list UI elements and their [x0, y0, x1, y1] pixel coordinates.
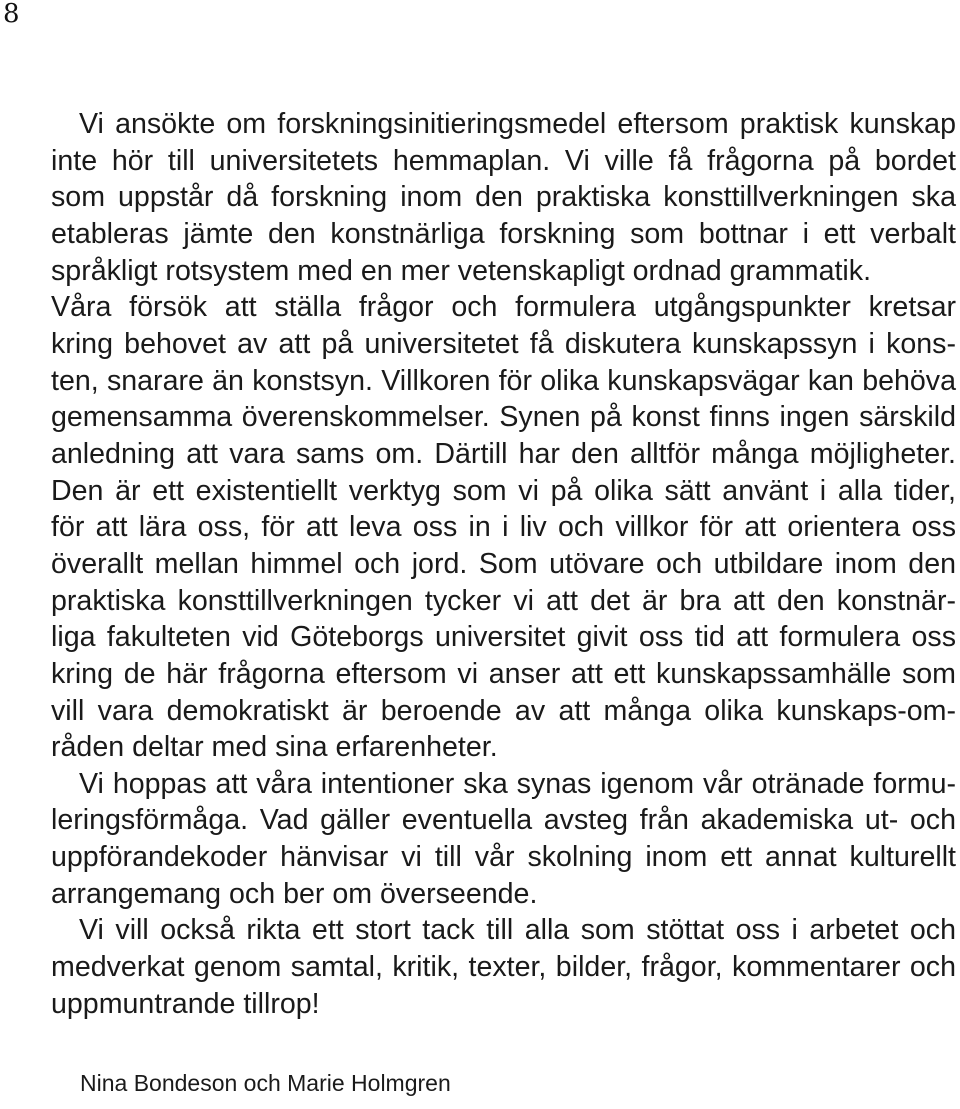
body-text — [51, 106, 956, 1022]
paragraph-1-line: praktiska konsttillverkningen tycker vi att det är bra att den konstnär- — [51, 584, 956, 617]
paragraph-2-line: arrangemang och ber om överseende. — [51, 877, 538, 910]
paragraph-1-line: Den är ett existentiellt verktyg som vi på olika sätt använt i alla tider, — [51, 474, 956, 507]
paragraph-1-line: ten, snarare än konstsyn. Villkoren för olika kunskapsvägar kan behöva — [51, 364, 956, 397]
paragraph-1-line: liga fakulteten vid Göteborgs universitet givit oss tid att formulera oss — [51, 621, 956, 654]
paragraph-1-line: råden deltar med sina erfarenheter. — [51, 731, 498, 764]
page-number: 8 — [3, 0, 20, 29]
paragraph-1-line: Våra försök att ställa frågor och formulera utgångspunkter kretsar — [51, 291, 956, 324]
paragraph-1-line: anledning att vara sams om. Därtill har den alltför många möjligheter. — [51, 437, 956, 470]
paragraph-1-line: Vi ansökte om forskningsinitieringsmedel eftersom praktisk kunskap — [79, 108, 956, 140]
paragraph-1-line: som uppstår då forskning inom den praktiska konsttillverkningen ska — [51, 181, 956, 214]
paragraph-1-line: etableras jämte den konstnärliga forskning som bottnar i ett verbalt — [51, 217, 956, 250]
paragraph-1-line: gemensamma överenskommelser. Synen på konst finns ingen särskild — [51, 401, 956, 434]
signature: Nina Bondeson och Marie Holmgren — [80, 1070, 451, 1096]
paragraph-3-line: Vi vill också rikta ett stort tack till alla som stöttat oss i arbetet och — [79, 914, 956, 947]
paragraph-2-line: Vi hoppas att våra intentioner ska synas igenom vår otränade formu- — [79, 767, 956, 800]
paragraph-1-line: överallt mellan himmel och jord. Som utövare och utbildare inom den — [51, 547, 956, 580]
paragraph-2-line: leringsförmåga. Vad gäller eventuella avsteg från akademiska ut- och — [51, 804, 956, 837]
paragraph-1-line: språkligt rotsystem med en mer vetenskapligt ordnad grammatik. — [51, 254, 872, 287]
paragraph-3-line: uppmuntrande tillrop! — [51, 987, 320, 1020]
paragraph-2-line: uppförandekoder hänvisar vi till vår skolning inom ett annat kulturellt — [51, 841, 956, 874]
paragraph-1-line: vill vara demokratiskt är beroende av att många olika kunskaps-om- — [51, 694, 956, 727]
paragraph-1-line: för att lära oss, för att leva oss in i liv och villkor för att orientera oss — [51, 511, 956, 544]
paragraph-1-line: kring de här frågorna eftersom vi anser att ett kunskapssamhälle som — [51, 657, 956, 690]
paragraph-1-line: inte hör till universitetets hemmaplan. Vi ville få frågorna på bordet — [51, 144, 956, 177]
paragraph-1-line: kring behovet av att på universitetet få diskutera kunskapssyn i kons- — [51, 327, 956, 360]
paragraph-3-line: medverkat genom samtal, kritik, texter, bilder, frågor, kommentarer och — [51, 951, 956, 984]
